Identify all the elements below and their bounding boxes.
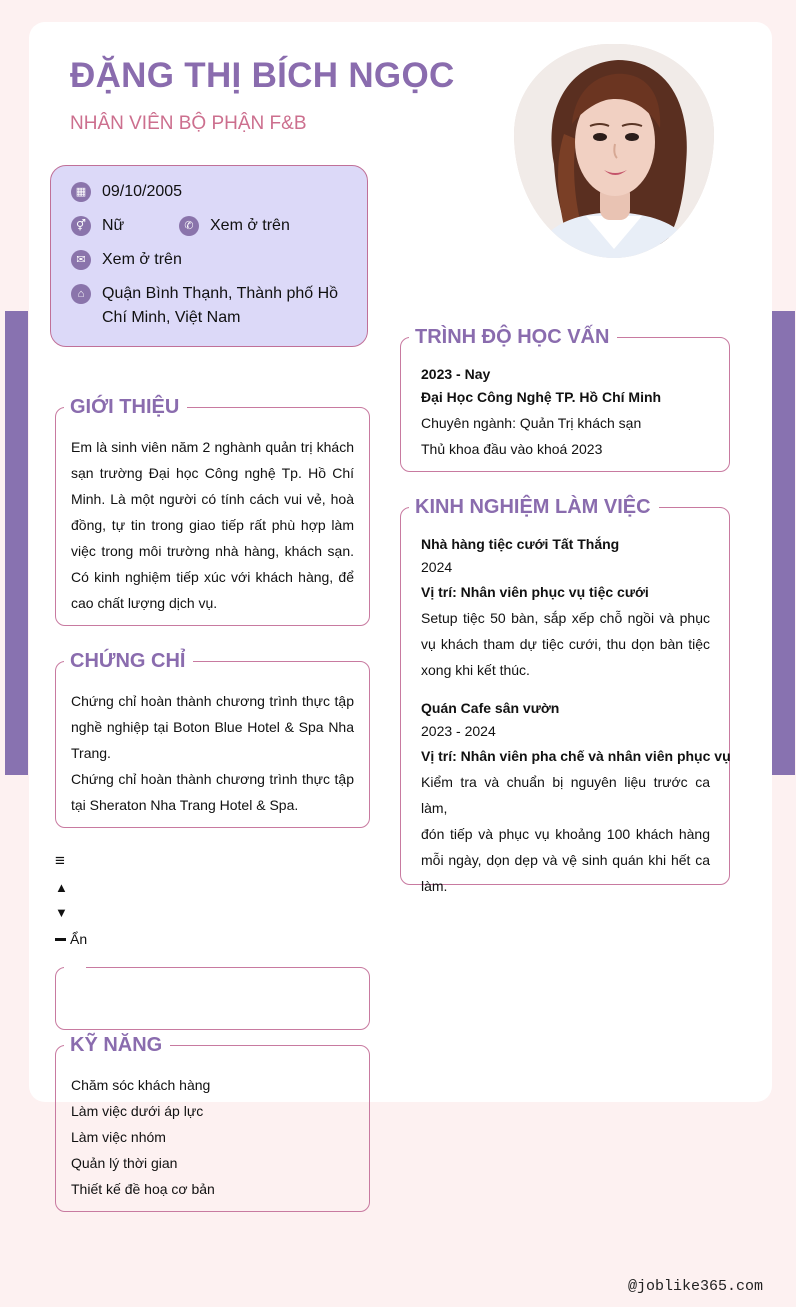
skill-item: Thiết kế đề hoạ cơ bản <box>71 1181 215 1197</box>
experience-list <box>421 532 731 899</box>
address-text <box>102 282 338 330</box>
education-note: Thủ khoa đầu vào khoá 2023 <box>421 441 603 457</box>
intro-line: Em là sinh viên năm 2 nghành quản trị khách <box>71 439 354 455</box>
job-description-line: đón tiếp và phục vụ khoảng 100 khách hàng <box>421 826 710 842</box>
intro-title: GIỚI THIỆU <box>64 395 187 419</box>
skills-list <box>71 1072 354 1202</box>
education-body <box>421 362 717 462</box>
mail-icon: ✉ <box>71 250 91 270</box>
skills-title: KỸ NĂNG <box>64 1033 170 1057</box>
education-section <box>400 337 730 472</box>
intro-line: Có kinh nghiệm tiếp xúc với khách hàng, để <box>71 569 354 585</box>
skill-item: Chăm sóc khách hàng <box>71 1077 211 1093</box>
experience-item <box>421 696 731 899</box>
experience-item <box>421 532 710 683</box>
intro-section <box>55 407 370 626</box>
job-position: Vị trí: Nhân viên pha chế và nhân viên phục vụ <box>421 748 731 764</box>
birthday-text: 09/10/2005 <box>102 183 183 200</box>
certificates-body <box>71 688 354 818</box>
skill-item: Làm việc dưới áp lực <box>71 1103 204 1119</box>
certificates-section <box>55 661 370 828</box>
certificate-line: nghề nghiệp tại Boton Blue Hotel & Spa Nha <box>71 719 354 735</box>
intro-line: đồng, tự tin trong giao tiếp rất phù hợp làm <box>71 517 354 533</box>
certificates-text <box>71 688 354 818</box>
intro-line: Minh. Là một người có tính cách vui vẻ, hoà <box>71 491 354 507</box>
calendar-icon: ▦ <box>71 182 91 202</box>
job-period: 2024 <box>421 559 453 575</box>
menu-icon[interactable]: ≡ <box>55 851 65 870</box>
job-description <box>421 605 710 683</box>
job-period: 2023 - 2024 <box>421 723 496 739</box>
gender-icon: ⚥ <box>71 216 91 236</box>
right-accent-band <box>772 311 795 775</box>
intro-line: cao chất lượng dịch vụ. <box>71 595 218 611</box>
address-line1: Quận Bình Thạnh, Thành phố Hồ <box>102 285 339 302</box>
job-description-line: xong khi kết thúc. <box>421 662 530 678</box>
contact-phone <box>179 214 290 238</box>
phone-text: Xem ở trên <box>210 217 290 234</box>
skill-item: Quản lý thời gian <box>71 1155 178 1171</box>
job-description-line: mỗi ngày, dọn dẹp và vệ sinh quán khi hết ca <box>421 852 710 868</box>
intro-line: sạn trường Đại học Công nghệ Tp. Hồ Chí <box>71 465 354 481</box>
certificate-line: Chứng chỉ hoàn thành chương trình thực tập <box>71 771 354 787</box>
job-position: Vị trí: Nhân viên phục vụ tiệc cưới <box>421 584 649 600</box>
certificate-line: tại Sheraton Nha Trang Hotel & Spa. <box>71 797 299 813</box>
empty-section-title-gap <box>64 960 86 974</box>
empty-section[interactable] <box>55 967 370 1030</box>
experience-title: KINH NGHIỆM LÀM VIỆC <box>409 495 659 519</box>
move-down-button[interactable]: ▼ <box>55 905 68 920</box>
left-accent-band <box>5 311 28 775</box>
skill-item: Làm việc nhóm <box>71 1129 166 1145</box>
gender-text: Nữ <box>102 217 125 234</box>
contact-email <box>71 248 182 272</box>
contact-birthday <box>71 180 182 204</box>
job-description-line: Kiểm tra và chuẩn bị nguyên liệu trước ca làm, <box>421 774 710 816</box>
experience-section <box>400 507 731 894</box>
contact-address <box>71 282 338 330</box>
candidate-name: ĐẶNG THỊ BÍCH NGỌC <box>70 56 455 95</box>
phone-icon: ✆ <box>179 216 199 236</box>
job-description <box>421 769 710 899</box>
intro-body <box>71 434 354 616</box>
certificate-line: Trang. <box>71 745 111 761</box>
education-school: Đại Học Công Nghệ TP. Hồ Chí Minh <box>421 389 662 405</box>
home-icon: ⌂ <box>71 284 91 304</box>
education-period: 2023 - Nay <box>421 366 491 382</box>
certificates-title: CHỨNG CHỈ <box>64 649 193 673</box>
move-up-button[interactable]: ▲ <box>55 880 68 895</box>
education-major: Chuyên ngành: Quản Trị khách sạn <box>421 415 642 431</box>
hide-label: Ẩn <box>70 931 88 947</box>
hide-button[interactable] <box>55 930 87 948</box>
address-line2: Chí Minh, Việt Nam <box>102 309 241 326</box>
watermark: @joblike365.com <box>628 1278 764 1295</box>
certificate-line: Chứng chỉ hoàn thành chương trình thực tập <box>71 693 354 709</box>
education-title: TRÌNH ĐỘ HỌC VẤN <box>409 325 617 349</box>
minus-icon <box>55 938 66 941</box>
job-company: Quán Cafe sân vườn <box>421 700 560 716</box>
intro-line: việc trong môi trường nhà hàng, khách sạn. <box>71 543 354 559</box>
contact-gender <box>71 214 124 238</box>
job-description-line: vụ khách tham dự tiệc cưới, thu dọn bàn tiệc <box>421 636 710 652</box>
email-text: Xem ở trên <box>102 251 182 268</box>
skills-section <box>55 1045 370 1212</box>
candidate-role: NHÂN VIÊN BỘ PHẬN F&B <box>70 113 307 134</box>
job-description-line: làm. <box>421 878 448 894</box>
job-description-line: Setup tiệc 50 bàn, sắp xếp chỗ ngồi và phục <box>421 610 710 626</box>
job-company: Nhà hàng tiệc cưới Tất Thắng <box>421 536 620 552</box>
intro-text <box>71 434 354 616</box>
